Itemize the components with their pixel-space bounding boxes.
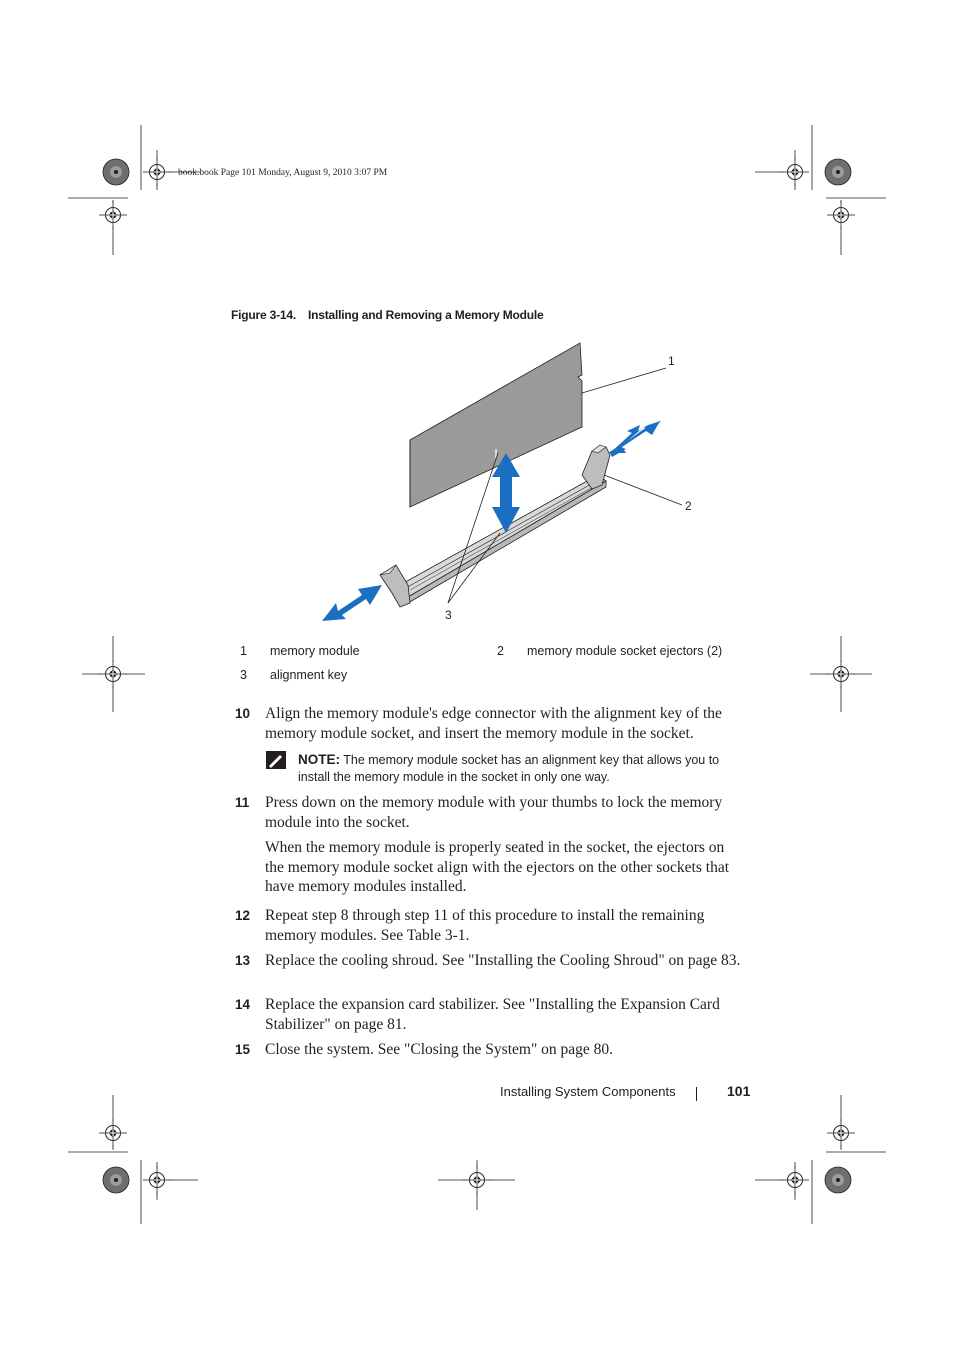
printer-header: book.book Page 101 Monday, August 9, 2010 3:07 PM xyxy=(178,168,388,178)
crop-mark-bottom-left xyxy=(68,1095,198,1224)
step-number-14: 14 xyxy=(235,997,251,1012)
crop-mark-middle-right xyxy=(810,636,872,712)
step-number-15: 15 xyxy=(235,1042,251,1057)
figure-number: Figure 3-14. xyxy=(231,308,296,322)
legend-num-2: 2 xyxy=(497,644,504,658)
step-number-11: 11 xyxy=(235,795,250,810)
step-text-15: Close the system. See "Closing the System" on page 80. xyxy=(265,1041,614,1058)
crop-mark-bottom-right xyxy=(755,1095,886,1224)
step-number-12: 12 xyxy=(235,908,251,923)
ejector-arrow-right xyxy=(608,421,661,457)
memory-module-illustration xyxy=(300,335,720,635)
step-number-13: 13 xyxy=(235,953,251,968)
legend-num-1: 1 xyxy=(240,644,247,658)
note-text: The memory module socket has an alignment key that allows you to install the memory module in the socket in only one way. xyxy=(298,753,720,784)
socket-ejector-left xyxy=(380,565,410,607)
callout-2: 2 xyxy=(685,499,692,513)
figure-title: Installing and Removing a Memory Module xyxy=(307,308,544,322)
callout-3: 3 xyxy=(445,608,452,622)
note-pencil-icon xyxy=(266,751,286,769)
step-text-14: Replace the expansion card stabilizer. See "Installing the Expansion Card Stabilizer" on page 81. xyxy=(265,996,720,1033)
step-text-10: Align the memory module's edge connector with the alignment key of the memory module socket, and insert the memory module in the socket. xyxy=(265,705,722,742)
footer-section-title: Installing System Components xyxy=(500,1084,676,1099)
step-text-13: Replace the cooling shroud. See "Installing the Cooling Shroud" on page 83. xyxy=(265,952,741,969)
crop-mark-top-left xyxy=(68,125,200,255)
step-number-10: 10 xyxy=(235,706,251,721)
step-text-11: Press down on the memory module with your thumbs to lock the memory module into the socket. xyxy=(265,794,723,831)
legend-text-3: alignment key xyxy=(270,668,348,682)
crop-mark-middle-left xyxy=(82,636,145,712)
note-label: NOTE: xyxy=(298,752,340,767)
step-11-detail: When the memory module is properly seated in the socket, the ejectors on the memory module socket align with the ejectors on the other sockets that have memory modules installed. xyxy=(265,839,730,896)
note-block xyxy=(298,751,738,786)
footer-page-number: 101 xyxy=(727,1083,751,1099)
ejector-arrow-left xyxy=(322,585,382,621)
memory-module xyxy=(410,343,582,507)
step-text-12: Repeat step 8 through step 11 of this procedure to install the remaining memory modules. See Table 3-1. xyxy=(265,907,705,944)
figure-caption xyxy=(231,308,544,322)
legend-text-2: memory module socket ejectors (2) xyxy=(527,644,723,658)
legend-num-3: 3 xyxy=(240,668,247,682)
callout-1: 1 xyxy=(668,354,675,368)
callout-line-2 xyxy=(604,475,682,505)
crop-mark-bottom-center xyxy=(438,1160,515,1210)
crop-mark-top-right xyxy=(755,125,886,255)
callout-line-1 xyxy=(582,368,666,393)
footer-divider xyxy=(696,1087,697,1101)
legend-text-1: memory module xyxy=(270,644,360,658)
